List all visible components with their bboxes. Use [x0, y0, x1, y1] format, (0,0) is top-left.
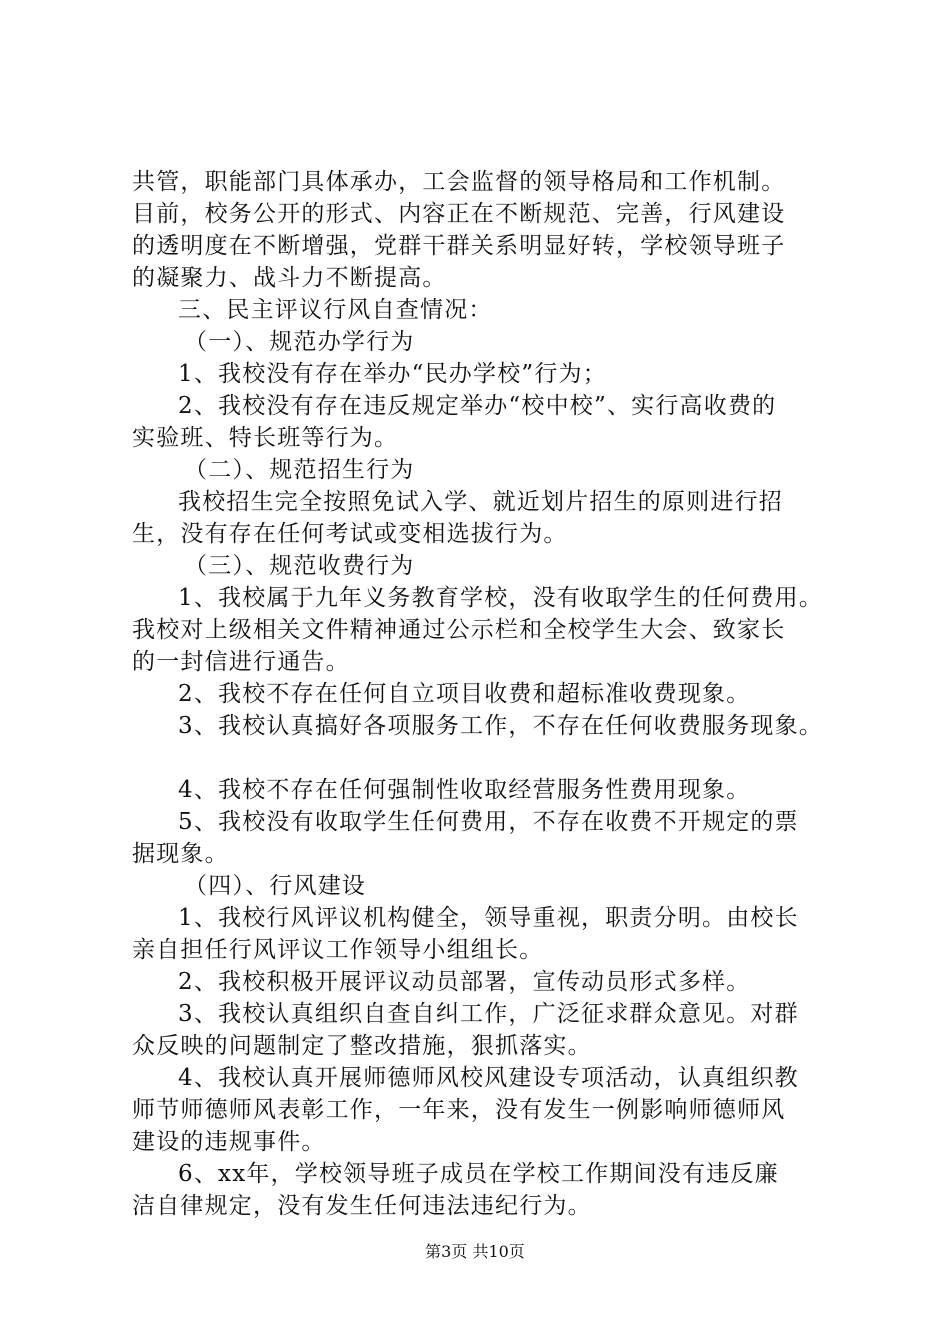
text-line: 4、我校不存在任何强制性收取经营服务性费用现象。 — [178, 777, 751, 803]
subsection-heading: （一）、规范办学行为 — [184, 329, 415, 355]
text-line: 1、我校行风评议机构健全，领导重视，职责分明。由校长 — [178, 905, 799, 931]
text-line: 2、我校不存在任何自立项目收费和超标准收费现象。 — [178, 681, 751, 707]
section-heading: 三、民主评议行风自查情况： — [178, 297, 493, 323]
text-line: 的一封信进行通告。 — [132, 649, 350, 675]
text-line: 众反映的问题制定了整改措施，狠抓落实。 — [132, 1033, 592, 1059]
text-line: 目前，校务公开的形式、内容正在不断规范、完善，行风建设 — [132, 201, 786, 227]
text-line: 的凝聚力、战斗力不断提高。 — [132, 265, 447, 291]
text-line: 生，没有存在任何考试或变相选拔行为。 — [132, 521, 568, 547]
subsection-heading: （三）、规范收费行为 — [184, 553, 415, 579]
text-line: 1、我校没有存在举办“民办学校”行为； — [178, 361, 607, 387]
text-line: 师节师德师风表彰工作，一年来，没有发生一例影响师德师风 — [132, 1097, 786, 1123]
blank-line — [132, 742, 832, 774]
text-line: 我校招生完全按照免试入学、就近划片招生的原则进行招 — [178, 489, 783, 515]
text-line: 我校对上级相关文件精神通过公示栏和全校学生大会、致家长 — [132, 617, 786, 643]
text-line: 据现象。 — [132, 841, 229, 867]
subsection-heading: （四）、行风建设 — [184, 873, 367, 899]
subsection-heading: （二）、规范招生行为 — [184, 457, 415, 483]
text-line: 4、我校认真开展师德师风校风建设专项活动，认真组织教 — [178, 1065, 799, 1091]
text-line: 建设的违规事件。 — [132, 1129, 326, 1155]
text-line: 2、我校没有存在违反规定举办“校中校”、实行高收费的 — [178, 393, 777, 419]
text-line: 3、我校认真组织自查自纠工作，广泛征求群众意见。对群 — [178, 1001, 799, 1027]
text-line: 亲自担任行风评议工作领导小组组长。 — [132, 937, 544, 963]
text-line: 实验班、特长班等行为。 — [132, 425, 399, 451]
text-line: 5、我校没有收取学生任何费用，不存在收费不开规定的票 — [178, 809, 799, 835]
text-line: 6、xx年，学校领导班子成员在学校工作期间没有违反廉 — [178, 1161, 779, 1187]
document-body — [132, 166, 832, 1222]
text-line: 3、我校认真搞好各项服务工作，不存在任何收费服务现象。 — [178, 713, 824, 739]
text-line: 共管，职能部门具体承办，工会监督的领导格局和工作机制。 — [132, 169, 786, 195]
page-footer: 第3页 共10页 — [425, 1242, 525, 1261]
text-line: 2、我校积极开展评议动员部署，宣传动员形式多样。 — [178, 969, 751, 995]
text-line: 的透明度在不断增强，党群干群关系明显好转，学校领导班子 — [132, 233, 786, 259]
text-line: 1、我校属于九年义务教育学校，没有收取学生的任何费用。 — [178, 585, 824, 611]
text-line: 洁自律规定，没有发生任何违法违纪行为。 — [132, 1193, 592, 1219]
